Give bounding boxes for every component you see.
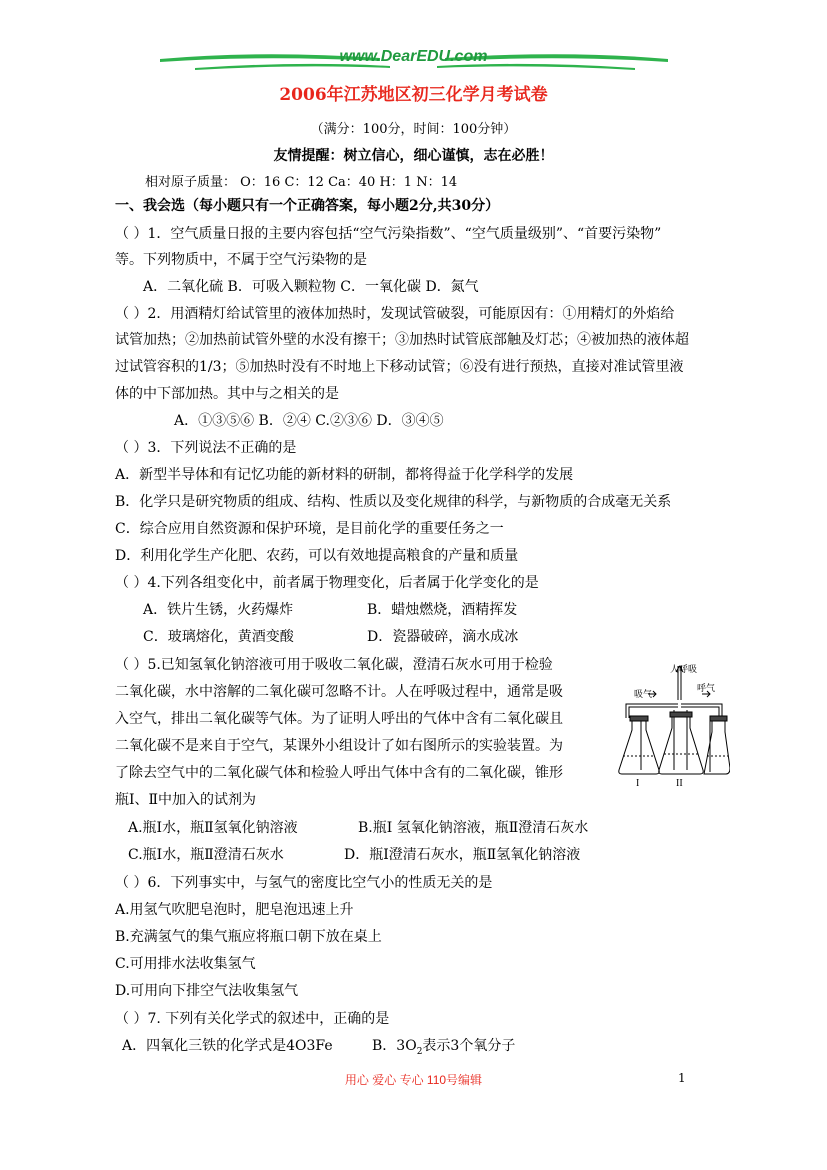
q4-option-d: D．瓷器破碎，滴水成冰 [367, 629, 519, 645]
reminder-text: 友情提醒：树立信心，细心谨慎，志在必胜！ [273, 148, 554, 164]
q6-option-b: B.充满氢气的集气瓶应将瓶口朝下放在桌上 [115, 929, 382, 945]
q5-option-d: D．瓶Ⅰ澄清石灰水，瓶Ⅱ氢氧化钠溶液 [344, 847, 581, 863]
q2-options: A．①③⑤⑥ B．②④ C.②③⑥ D．③④⑤ [174, 413, 444, 429]
q7-line1: （ ）7. 下列有关化学式的叙述中，正确的是 [115, 1011, 390, 1027]
q3-option-b: B．化学只是研究物质的组成、结构、性质以及变化规律的科学，与新物质的合成毫无关系 [115, 494, 672, 510]
q3-line1: （ ）3．下列说法不正确的是 [115, 440, 297, 456]
exam-title: 2006年江苏地区初三化学月考试卷 [279, 85, 548, 105]
figure-label-exhale: 人呼吸 [670, 664, 698, 674]
figure-label-in: 吸气 [634, 689, 653, 699]
site-url[interactable]: www.DearEDU.com [339, 48, 488, 65]
experiment-apparatus-figure [612, 660, 730, 786]
page-number: 1 [678, 1071, 686, 1085]
section-heading: 一、我会选（每小题只有一个正确答案，每小题2分,共30分） [115, 198, 500, 214]
q3-option-c: C．综合应用自然资源和保护环境，是目前化学的重要任务之一 [115, 521, 504, 537]
q4-option-b: B．蜡烛燃烧，酒精挥发 [367, 602, 518, 618]
figure-label-bottle2: II [676, 778, 683, 786]
q4-option-c: C．玻璃熔化，黄酒变酸 [143, 629, 294, 645]
q5-option-b: B.瓶Ⅰ 氢氧化钠溶液，瓶Ⅱ澄清石灰水 [358, 820, 589, 836]
q1-options: A．二氧化硫 B．可吸入颗粒物 C．一氧化碳 D．氮气 [143, 279, 479, 295]
q3-option-a: A．新型半导体和有记忆功能的新材料的研制，都将得益于化学科学的发展 [115, 467, 574, 483]
exam-subtitle: （满分：100分，时间：100分钟） [310, 122, 517, 137]
atomic-masses: 相对原子质量： O：16 C：12 Ca：40 H：1 N：14 [145, 175, 458, 190]
q2-line3: 过试管容积的1/3；⑤加热时没有不时地上下移动试管；⑥没有进行预热，直接对准试管里液 [115, 359, 684, 375]
q6-line1: （ ）6．下列事实中，与氢气的密度比空气小的性质无关的是 [115, 875, 493, 891]
q6-option-a: A.用氢气吹肥皂泡时，肥皂泡迅速上升 [115, 902, 354, 918]
q4-option-a: A．铁片生锈，火药爆炸 [143, 602, 294, 618]
q2-line4: 体的中下部加热。其中与之相关的是 [115, 386, 339, 402]
figure-label-bottle1: I [636, 778, 640, 786]
footer-text: 用心 爱心 专心 110号编辑 [344, 1073, 483, 1087]
q5-line6: 瓶Ⅰ、Ⅱ中加入的试剂为 [115, 792, 257, 808]
q5-line3: 入空气，排出二氧化碳等气体。为了证明人呼出的气体中含有二氧化碳且 [115, 711, 563, 727]
q4-line1: （ ）4.下列各组变化中，前者属于物理变化，后者属于化学变化的是 [115, 575, 539, 591]
q2-line2: 试管加热；②加热前试管外壁的水没有擦干；③加热时试管底部触及灯芯；④被加热的液体超 [115, 332, 689, 348]
q5-line2: 二氧化碳，水中溶解的二氧化碳可忽略不计。人在呼吸过程中，通常是吸 [115, 684, 563, 700]
q5-line1: （ ）5.已知氢氧化钠溶液可用于吸收二氧化碳，澄清石灰水可用于检验 [115, 657, 553, 673]
q5-option-a: A.瓶Ⅰ水，瓶Ⅱ氢氧化钠溶液 [128, 820, 298, 836]
q6-option-d: D.可用向下排空气法收集氢气 [115, 983, 299, 999]
q3-option-d: D．利用化学生产化肥、农药，可以有效地提高粮食的产量和质量 [115, 548, 519, 564]
q1-line1: （ ）1．空气质量日报的主要内容包括“空气污染指数”、“空气质量级别”、“首要污染物” [115, 226, 662, 242]
figure-label-out: 呼气 [697, 683, 716, 693]
q6-option-c: C.可用排水法收集氢气 [115, 956, 256, 972]
q2-line1: （ ）2．用酒精灯给试管里的液体加热时，发现试管破裂，可能原因有：①用精灯的外焰给 [115, 306, 675, 322]
q7-option-a: A．四氧化三铁的化学式是4O3Fe [122, 1038, 333, 1054]
q5-line5: 了除去空气中的二氧化碳气体和检验人呼出气体中含有的二氧化碳，锥形 [115, 765, 563, 781]
q5-line4: 二氧化碳不是来自于空气，某课外小组设计了如右图所示的实验装置。为 [115, 738, 563, 754]
q1-line2: 等。下列物质中，不属于空气污染物的是 [115, 252, 367, 268]
q5-option-c: C.瓶Ⅰ水，瓶Ⅱ澄清石灰水 [128, 847, 284, 863]
q7-option-b: B．$3O_2$表示3个氧分子 [372, 1038, 516, 1057]
